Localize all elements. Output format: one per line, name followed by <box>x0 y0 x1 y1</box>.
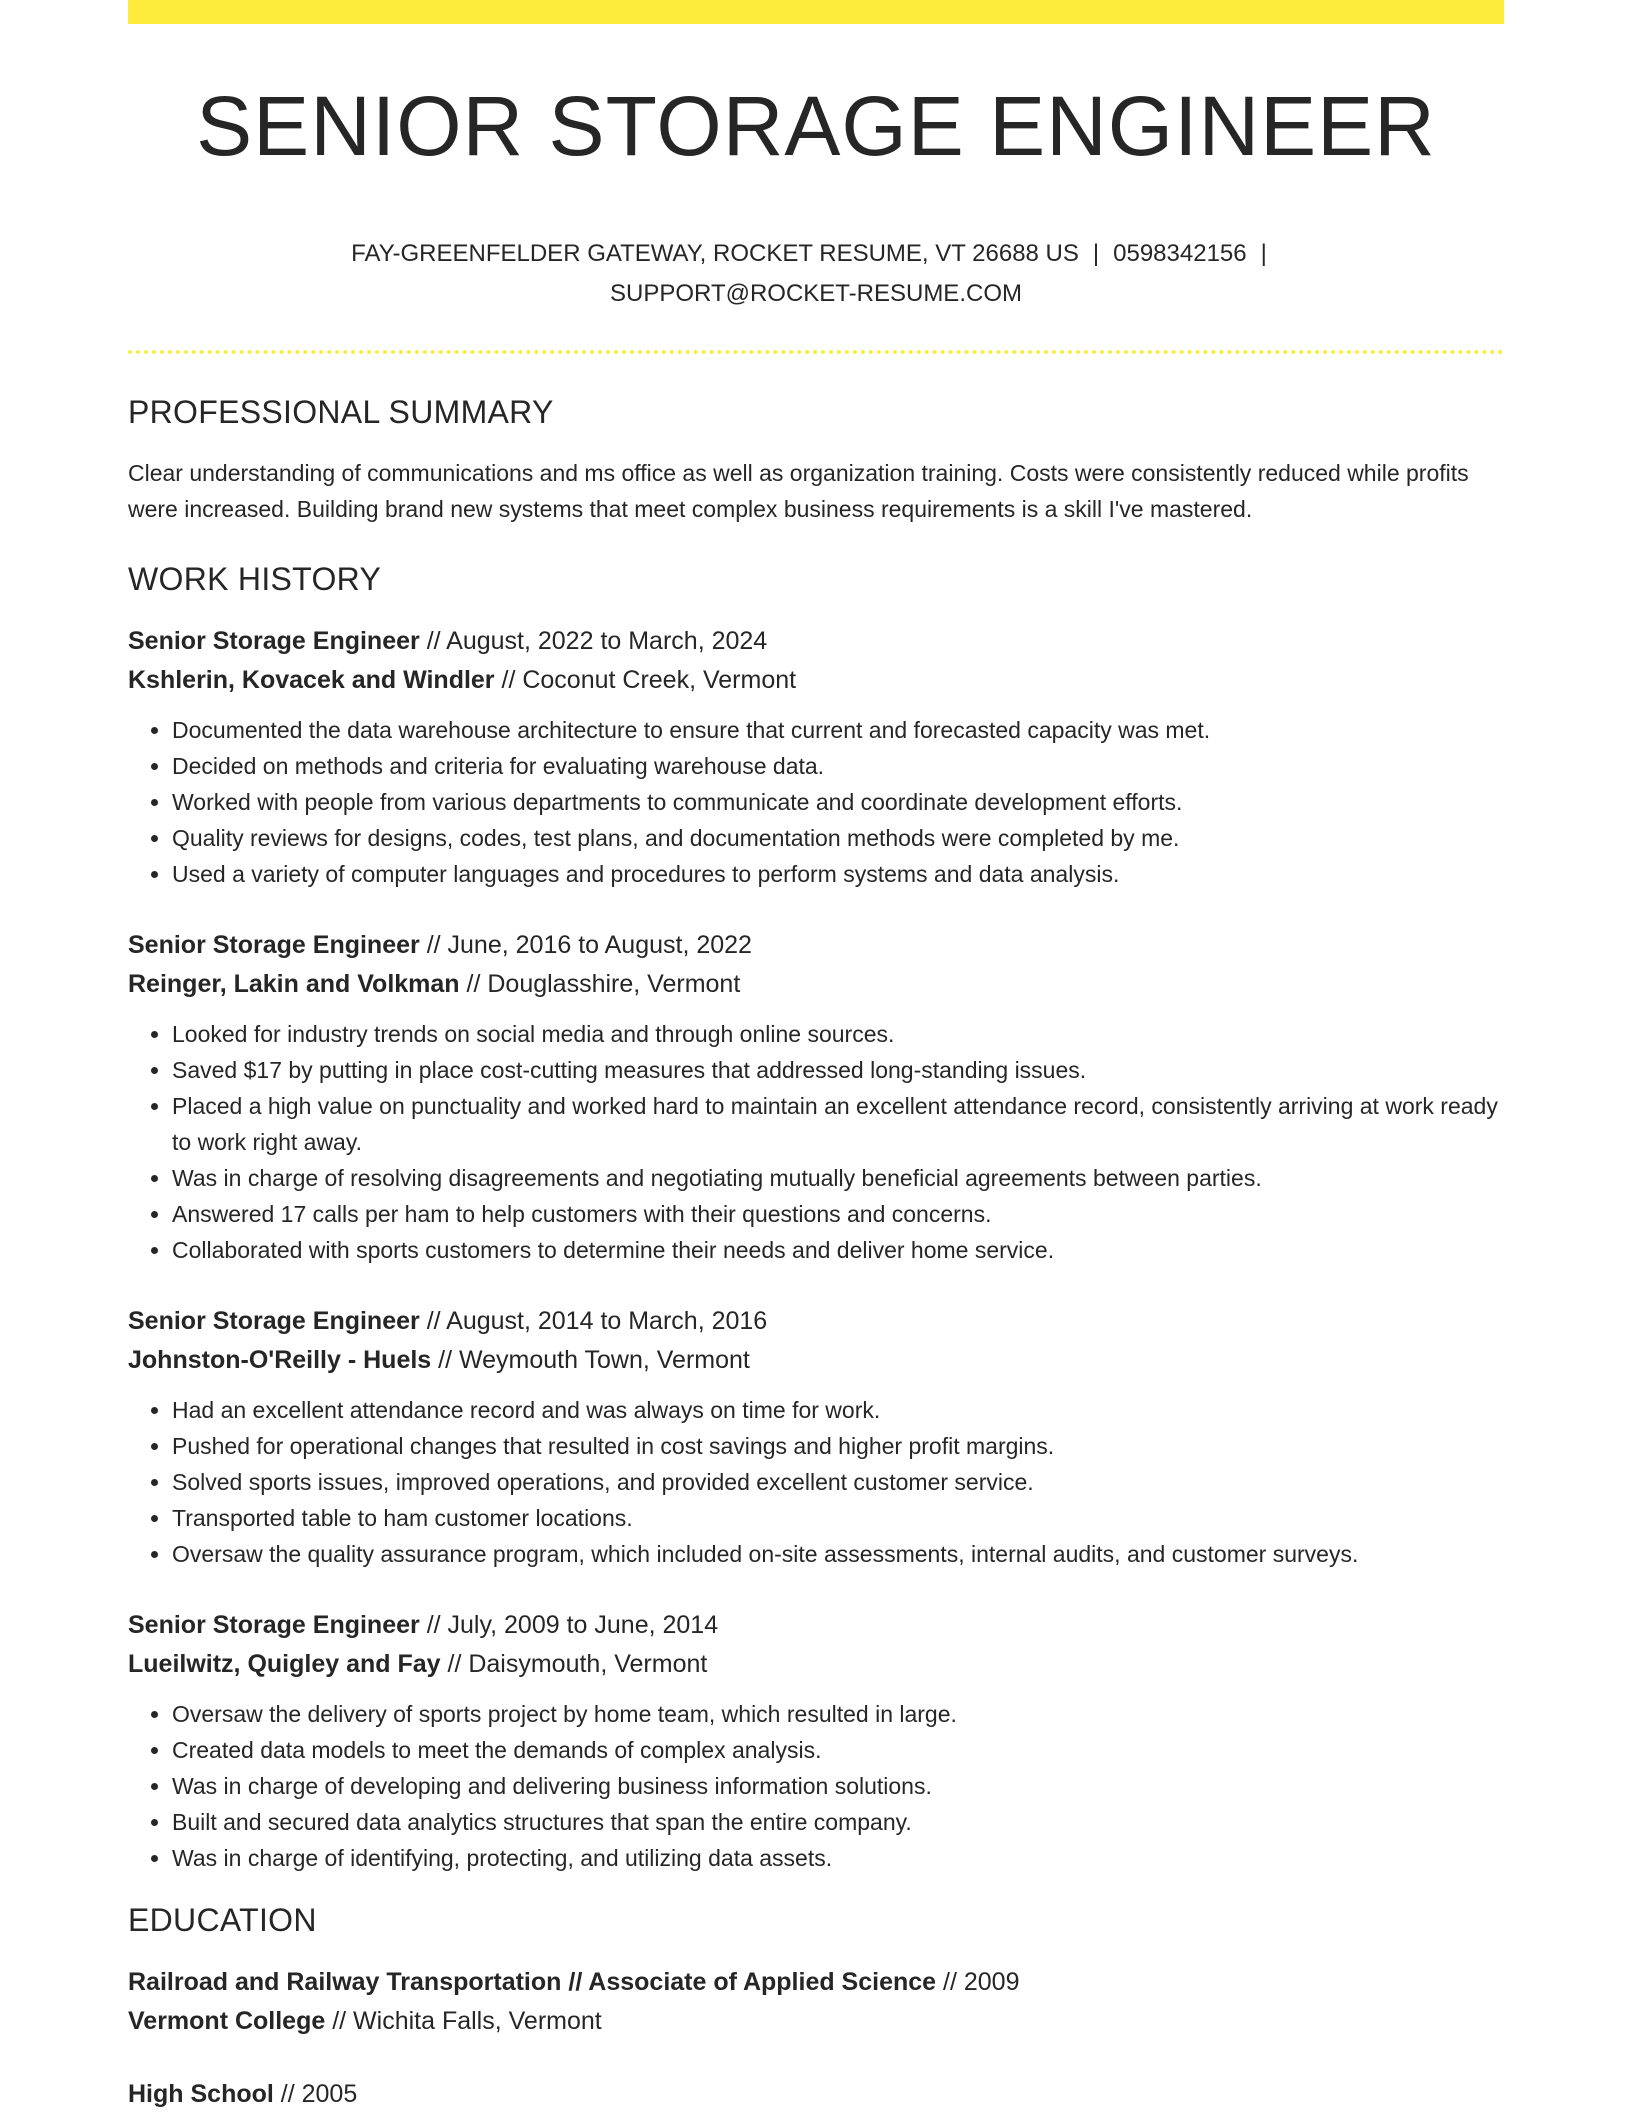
education-degree: Railroad and Railway Transportation // Associate of Applied Science <box>128 1968 937 1996</box>
job-company-line <box>128 1341 1504 1380</box>
job-location: // Weymouth Town, Vermont <box>431 1346 750 1374</box>
job-company-line <box>128 661 1504 700</box>
education-school-line <box>128 2002 1504 2041</box>
job-entry <box>128 1302 1504 1572</box>
job-bullet: • Oversaw the quality assurance program, which included on-site assessments, internal audits, and customer surveys. <box>172 1536 1504 1572</box>
summary-heading: PROFESSIONAL SUMMARY <box>128 394 554 430</box>
education-degree: High School <box>128 2080 274 2108</box>
job-bullet: • Placed a high value on punctuality and worked hard to maintain an excellent attendance record, consistently arriving at work ready to work right away. <box>172 1088 1504 1160</box>
job-role: Senior Storage Engineer <box>128 1611 420 1639</box>
education-heading: EDUCATION <box>128 1902 317 1938</box>
job-dates: // June, 2016 to August, 2022 <box>419 931 752 959</box>
job-bullets <box>128 1696 1504 1876</box>
contact-separator: | <box>1260 240 1267 267</box>
education-year: // 2009 <box>936 1968 1020 1996</box>
education-school: Vermont College <box>128 2007 326 2035</box>
job-title-line <box>128 1302 1504 1341</box>
job-bullet: • Created data models to meet the demands of complex analysis. <box>172 1732 1504 1768</box>
job-company: Lueilwitz, Quigley and Fay <box>128 1650 441 1678</box>
contact-email: SUPPORT@ROCKET-RESUME.COM <box>610 280 1022 307</box>
job-bullet: • Had an excellent attendance record and was always on time for work. <box>172 1392 1504 1428</box>
contact-phone: 0598342156 <box>1113 240 1247 267</box>
job-role: Senior Storage Engineer <box>128 1307 420 1335</box>
job-dates: // July, 2009 to June, 2014 <box>419 1611 719 1639</box>
job-entry <box>128 1606 1504 1876</box>
education-location: // Wichita Falls, Vermont <box>325 2007 602 2035</box>
job-role: Senior Storage Engineer <box>128 627 420 655</box>
job-bullets <box>128 1016 1504 1268</box>
job-location: // Daisymouth, Vermont <box>440 1650 708 1678</box>
job-bullet: • Built and secured data analytics structures that span the entire company. <box>172 1804 1504 1840</box>
education-degree-line <box>128 2075 1504 2114</box>
job-bullet: • Used a variety of computer languages and procedures to perform systems and data analysis. <box>172 856 1504 892</box>
summary-text: Clear understanding of communications and ms office as well as organization training. Costs were consistently reduced while profits were increased. Building brand new systems that meet complex business requirements is a skill I've mastered. <box>128 460 1469 522</box>
job-location: // Coconut Creek, Vermont <box>494 666 797 694</box>
job-title-line <box>128 1606 1504 1645</box>
job-company-line <box>128 965 1504 1004</box>
job-entry <box>128 926 1504 1268</box>
job-company: Johnston-O'Reilly - Huels <box>128 1346 432 1374</box>
resume-page <box>128 0 1504 2114</box>
job-bullet: • Pushed for operational changes that resulted in cost savings and higher profit margins. <box>172 1428 1504 1464</box>
job-bullet: • Was in charge of identifying, protecting, and utilizing data assets. <box>172 1840 1504 1876</box>
job-entry <box>128 622 1504 892</box>
work-history-heading: WORK HISTORY <box>128 561 382 597</box>
education-entry <box>128 1963 1504 2041</box>
dotted-divider <box>128 350 1504 354</box>
job-bullet: • Documented the data warehouse architecture to ensure that current and forecasted capacity was met. <box>172 712 1504 748</box>
job-bullet: • Collaborated with sports customers to determine their needs and deliver home service. <box>172 1232 1504 1268</box>
job-bullet: • Transported table to ham customer locations. <box>172 1500 1504 1536</box>
contact-address: FAY-GREENFELDER GATEWAY, ROCKET RESUME, VT 26688 US <box>351 240 1079 267</box>
job-bullet: • Solved sports issues, improved operations, and provided excellent customer service. <box>172 1464 1504 1500</box>
contact-info <box>316 234 1316 314</box>
job-company: Reinger, Lakin and Volkman <box>128 970 460 998</box>
job-bullets <box>128 712 1504 892</box>
job-bullet: • Decided on methods and criteria for evaluating warehouse data. <box>172 748 1504 784</box>
job-bullet: • Was in charge of resolving disagreements and negotiating mutually beneficial agreements between parties. <box>172 1160 1504 1196</box>
job-bullet: • Looked for industry trends on social media and through online sources. <box>172 1016 1504 1052</box>
job-bullet: • Answered 17 calls per ham to help customers with their questions and concerns. <box>172 1196 1504 1232</box>
job-company: Kshlerin, Kovacek and Windler <box>128 666 495 694</box>
job-dates: // August, 2014 to March, 2016 <box>419 1307 768 1335</box>
job-title-line <box>128 926 1504 965</box>
job-company-line <box>128 1645 1504 1684</box>
job-bullet: • Was in charge of developing and delivering business information solutions. <box>172 1768 1504 1804</box>
education-year: // 2005 <box>273 2080 358 2108</box>
job-bullet: • Worked with people from various departments to communicate and coordinate development efforts. <box>172 784 1504 820</box>
job-bullets <box>128 1392 1504 1572</box>
job-title-line <box>128 622 1504 661</box>
resume-title: SENIOR STORAGE ENGINEER <box>196 79 1436 173</box>
job-bullet: • Saved $17 by putting in place cost-cutting measures that addressed long-standing issues. <box>172 1052 1504 1088</box>
accent-top-bar <box>128 0 1504 24</box>
education-degree-line <box>128 1963 1504 2002</box>
job-bullet: • Oversaw the delivery of sports project by home team, which resulted in large. <box>172 1696 1504 1732</box>
job-role: Senior Storage Engineer <box>128 931 420 959</box>
job-bullet: • Quality reviews for designs, codes, test plans, and documentation methods were completed by me. <box>172 820 1504 856</box>
contact-separator: | <box>1092 240 1100 267</box>
education-entry <box>128 2075 1504 2114</box>
job-location: // Douglasshire, Vermont <box>459 970 741 998</box>
job-dates: // August, 2022 to March, 2024 <box>419 627 768 655</box>
